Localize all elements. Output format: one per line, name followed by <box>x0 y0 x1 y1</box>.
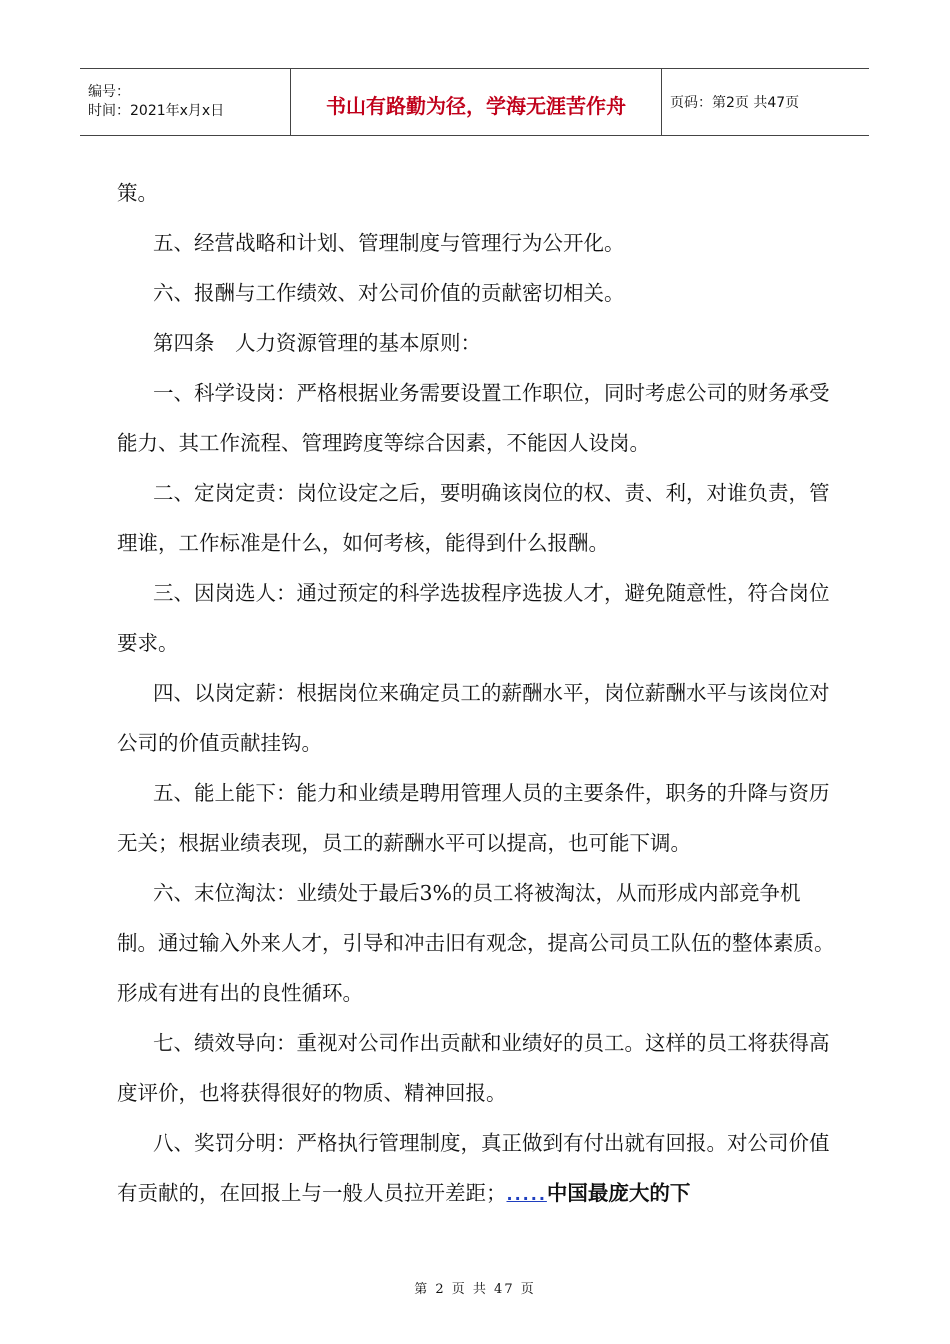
document-body <box>117 168 837 1220</box>
paragraph: 六、报酬与工作绩效、对公司价值的贡献密切相关。 <box>153 281 625 305</box>
bold-tail-text: 中国最庞大的下 <box>546 1181 691 1205</box>
paragraph: 五、经营战略和计划、管理制度与管理行为公开化。 <box>153 231 625 255</box>
paragraph: 五、能上能下：能力和业绩是聘用管理人员的主要条件，职务的升降与资历无关；根据业绩表现，员工的薪酬水平可以提高，也可能下调。 <box>117 781 830 855</box>
paragraph: 一、科学设岗：严格根据业务需要设置工作职位，同时考虑公司的财务承受能力、其工作流程、管理跨度等综合因素，不能因人设岗。 <box>117 381 830 455</box>
page-footer: 第 2 页 共 47 页 <box>414 1282 536 1297</box>
paragraph-text: 八、奖罚分明：严格执行管理制度，真正做到有付出就有回报。对公司价值有贡献的，在回报上与一般人员拉开差距； <box>117 1131 830 1205</box>
paragraph: 七、绩效导向：重视对公司作出贡献和业绩好的员工。这样的员工将获得高度评价，也将获得很好的物质、精神回报。 <box>117 1031 830 1105</box>
paragraph: 四、以岗定薪：根据岗位来确定员工的薪酬水平，岗位薪酬水平与该岗位对公司的价值贡献挂钩。 <box>117 681 830 755</box>
last-paragraph <box>117 1118 837 1220</box>
document-header <box>80 68 869 136</box>
paragraph: 六、末位淘汰：业绩处于最后3%的员工将被淘汰，从而形成内部竞争机制。通过输入外来人才，引导和冲击旧有观念，提高公司员工队伍的整体素质。形成有进有出的良性循环。 <box>117 881 835 1005</box>
header-meta-cell <box>80 69 291 136</box>
paragraph: 二、定岗定责：岗位设定之后，要明确该岗位的权、责、利，对谁负责，管理谁，工作标准是什么，如何考核，能得到什么报酬。 <box>117 481 830 555</box>
header-motto: 书山有路勤为径，学海无涯苦作舟 <box>291 69 662 136</box>
paragraph: 策。 <box>117 181 158 205</box>
header-page-number: 页码：第2页 共47页 <box>662 69 870 136</box>
document-time-label: 时间：2021年x月x日 <box>88 103 225 119</box>
document-number-label: 编号： <box>88 84 130 100</box>
paragraph: 三、因岗选人：通过预定的科学选拔程序选拔人才，避免随意性，符合岗位要求。 <box>117 581 830 655</box>
dots-link[interactable]: ..... <box>506 1185 547 1204</box>
section-heading: 第四条 人力资源管理的基本原则： <box>153 331 481 355</box>
